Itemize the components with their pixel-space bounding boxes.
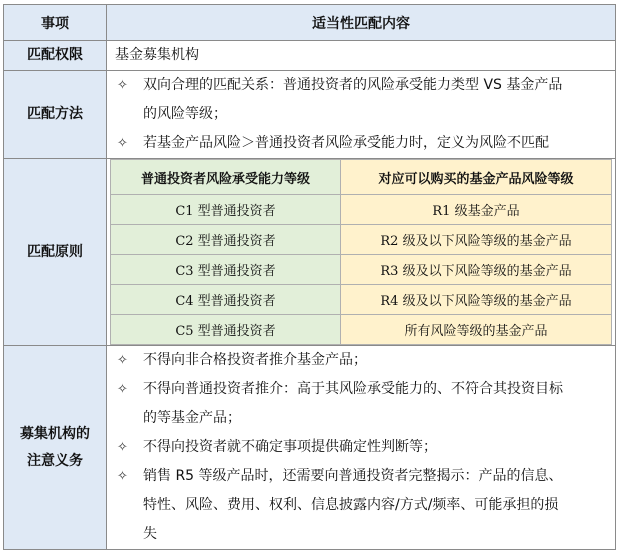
duties-bullet-1 <box>115 346 607 375</box>
investor-level-c5: C5 型普通投资者 <box>111 315 341 345</box>
product-level-r1: R1 级基金产品 <box>341 195 612 225</box>
diamond-bullet-icon: ✧ <box>117 136 128 151</box>
investor-level-c2: C2 型普通投资者 <box>111 225 341 255</box>
investor-level-c4: C4 型普通投资者 <box>111 285 341 315</box>
duties-bullet-4-line-1: 销售 R5 等级产品时，还需要向普通投资者完整揭示：产品的信息、 <box>143 468 563 484</box>
method-bullet-2-text: 若基金产品风险＞普通投资者风险承受能力时，定义为风险不匹配 <box>143 135 549 151</box>
diamond-bullet-icon: ✧ <box>117 440 128 455</box>
subtable-header-investor: 普通投资者风险承受能力等级 <box>111 160 341 195</box>
duties-bullet-1-text: 不得向非合格投资者推介基金产品； <box>143 352 367 368</box>
method-bullet-1-line-2: 的风险等级； <box>143 106 227 122</box>
subtable-header-row <box>111 160 612 195</box>
subtable-row <box>111 225 612 255</box>
duties-bullet-2-line-2: 的等基金产品； <box>143 410 241 426</box>
duties-bullet-4-line-2: 特性、风险、费用、权利、信息披露内容/方式/频率、可能承担的损 <box>143 497 559 513</box>
row-duties <box>4 346 616 550</box>
subtable-row <box>111 285 612 315</box>
header-content: 适当性匹配内容 <box>107 5 616 41</box>
investor-level-c3: C3 型普通投资者 <box>111 255 341 285</box>
method-bullet-1 <box>115 71 607 129</box>
diamond-bullet-icon: ✧ <box>117 382 128 397</box>
risk-matching-subtable <box>110 159 612 345</box>
subtable-row <box>111 315 612 345</box>
header-item: 事项 <box>4 5 107 41</box>
investor-level-c1: C1 型普通投资者 <box>111 195 341 225</box>
product-level-r2: R2 级及以下风险等级的基金产品 <box>341 225 612 255</box>
row-method <box>4 71 616 159</box>
authority-text: 基金募集机构 <box>115 47 199 63</box>
label-authority: 匹配权限 <box>4 41 107 71</box>
duties-bullet-4 <box>115 462 607 549</box>
duties-bullet-4-line-3: 失 <box>143 526 157 542</box>
product-level-all: 所有风险等级的基金产品 <box>341 315 612 345</box>
value-authority <box>107 41 616 71</box>
duties-bullet-2-line-1: 不得向普通投资者推介：高于其风险承受能力的、不符合其投资目标 <box>143 381 563 397</box>
subtable-header-product: 对应可以购买的基金产品风险等级 <box>341 160 612 195</box>
method-bullet-1-line-1: 双向合理的匹配关系：普通投资者的风险承受能力类型 VS 基金产品 <box>143 77 563 93</box>
diamond-bullet-icon: ✧ <box>117 353 128 368</box>
product-level-r4: R4 级及以下风险等级的基金产品 <box>341 285 612 315</box>
duties-bullet-2 <box>115 375 607 433</box>
suitability-matching-table <box>3 4 616 550</box>
value-method <box>107 71 616 159</box>
label-method: 匹配方法 <box>4 71 107 159</box>
subtable-row <box>111 255 612 285</box>
label-duties-line-2: 注意义务 <box>27 452 83 469</box>
value-principle <box>107 159 616 346</box>
diamond-bullet-icon: ✧ <box>117 469 128 484</box>
label-duties <box>4 346 107 550</box>
method-bullet-2 <box>115 129 607 158</box>
diamond-bullet-icon: ✧ <box>117 78 128 93</box>
row-authority <box>4 41 616 71</box>
duties-bullet-3 <box>115 433 607 462</box>
subtable-row <box>111 195 612 225</box>
suitability-table-container <box>3 4 615 545</box>
label-duties-line-1: 募集机构的 <box>20 425 90 442</box>
product-level-r3: R3 级及以下风险等级的基金产品 <box>341 255 612 285</box>
value-duties <box>107 346 616 550</box>
header-row <box>4 5 616 41</box>
label-principle: 匹配原则 <box>4 159 107 346</box>
row-principle <box>4 159 616 346</box>
duties-bullet-3-text: 不得向投资者就不确定事项提供确定性判断等； <box>143 439 437 455</box>
